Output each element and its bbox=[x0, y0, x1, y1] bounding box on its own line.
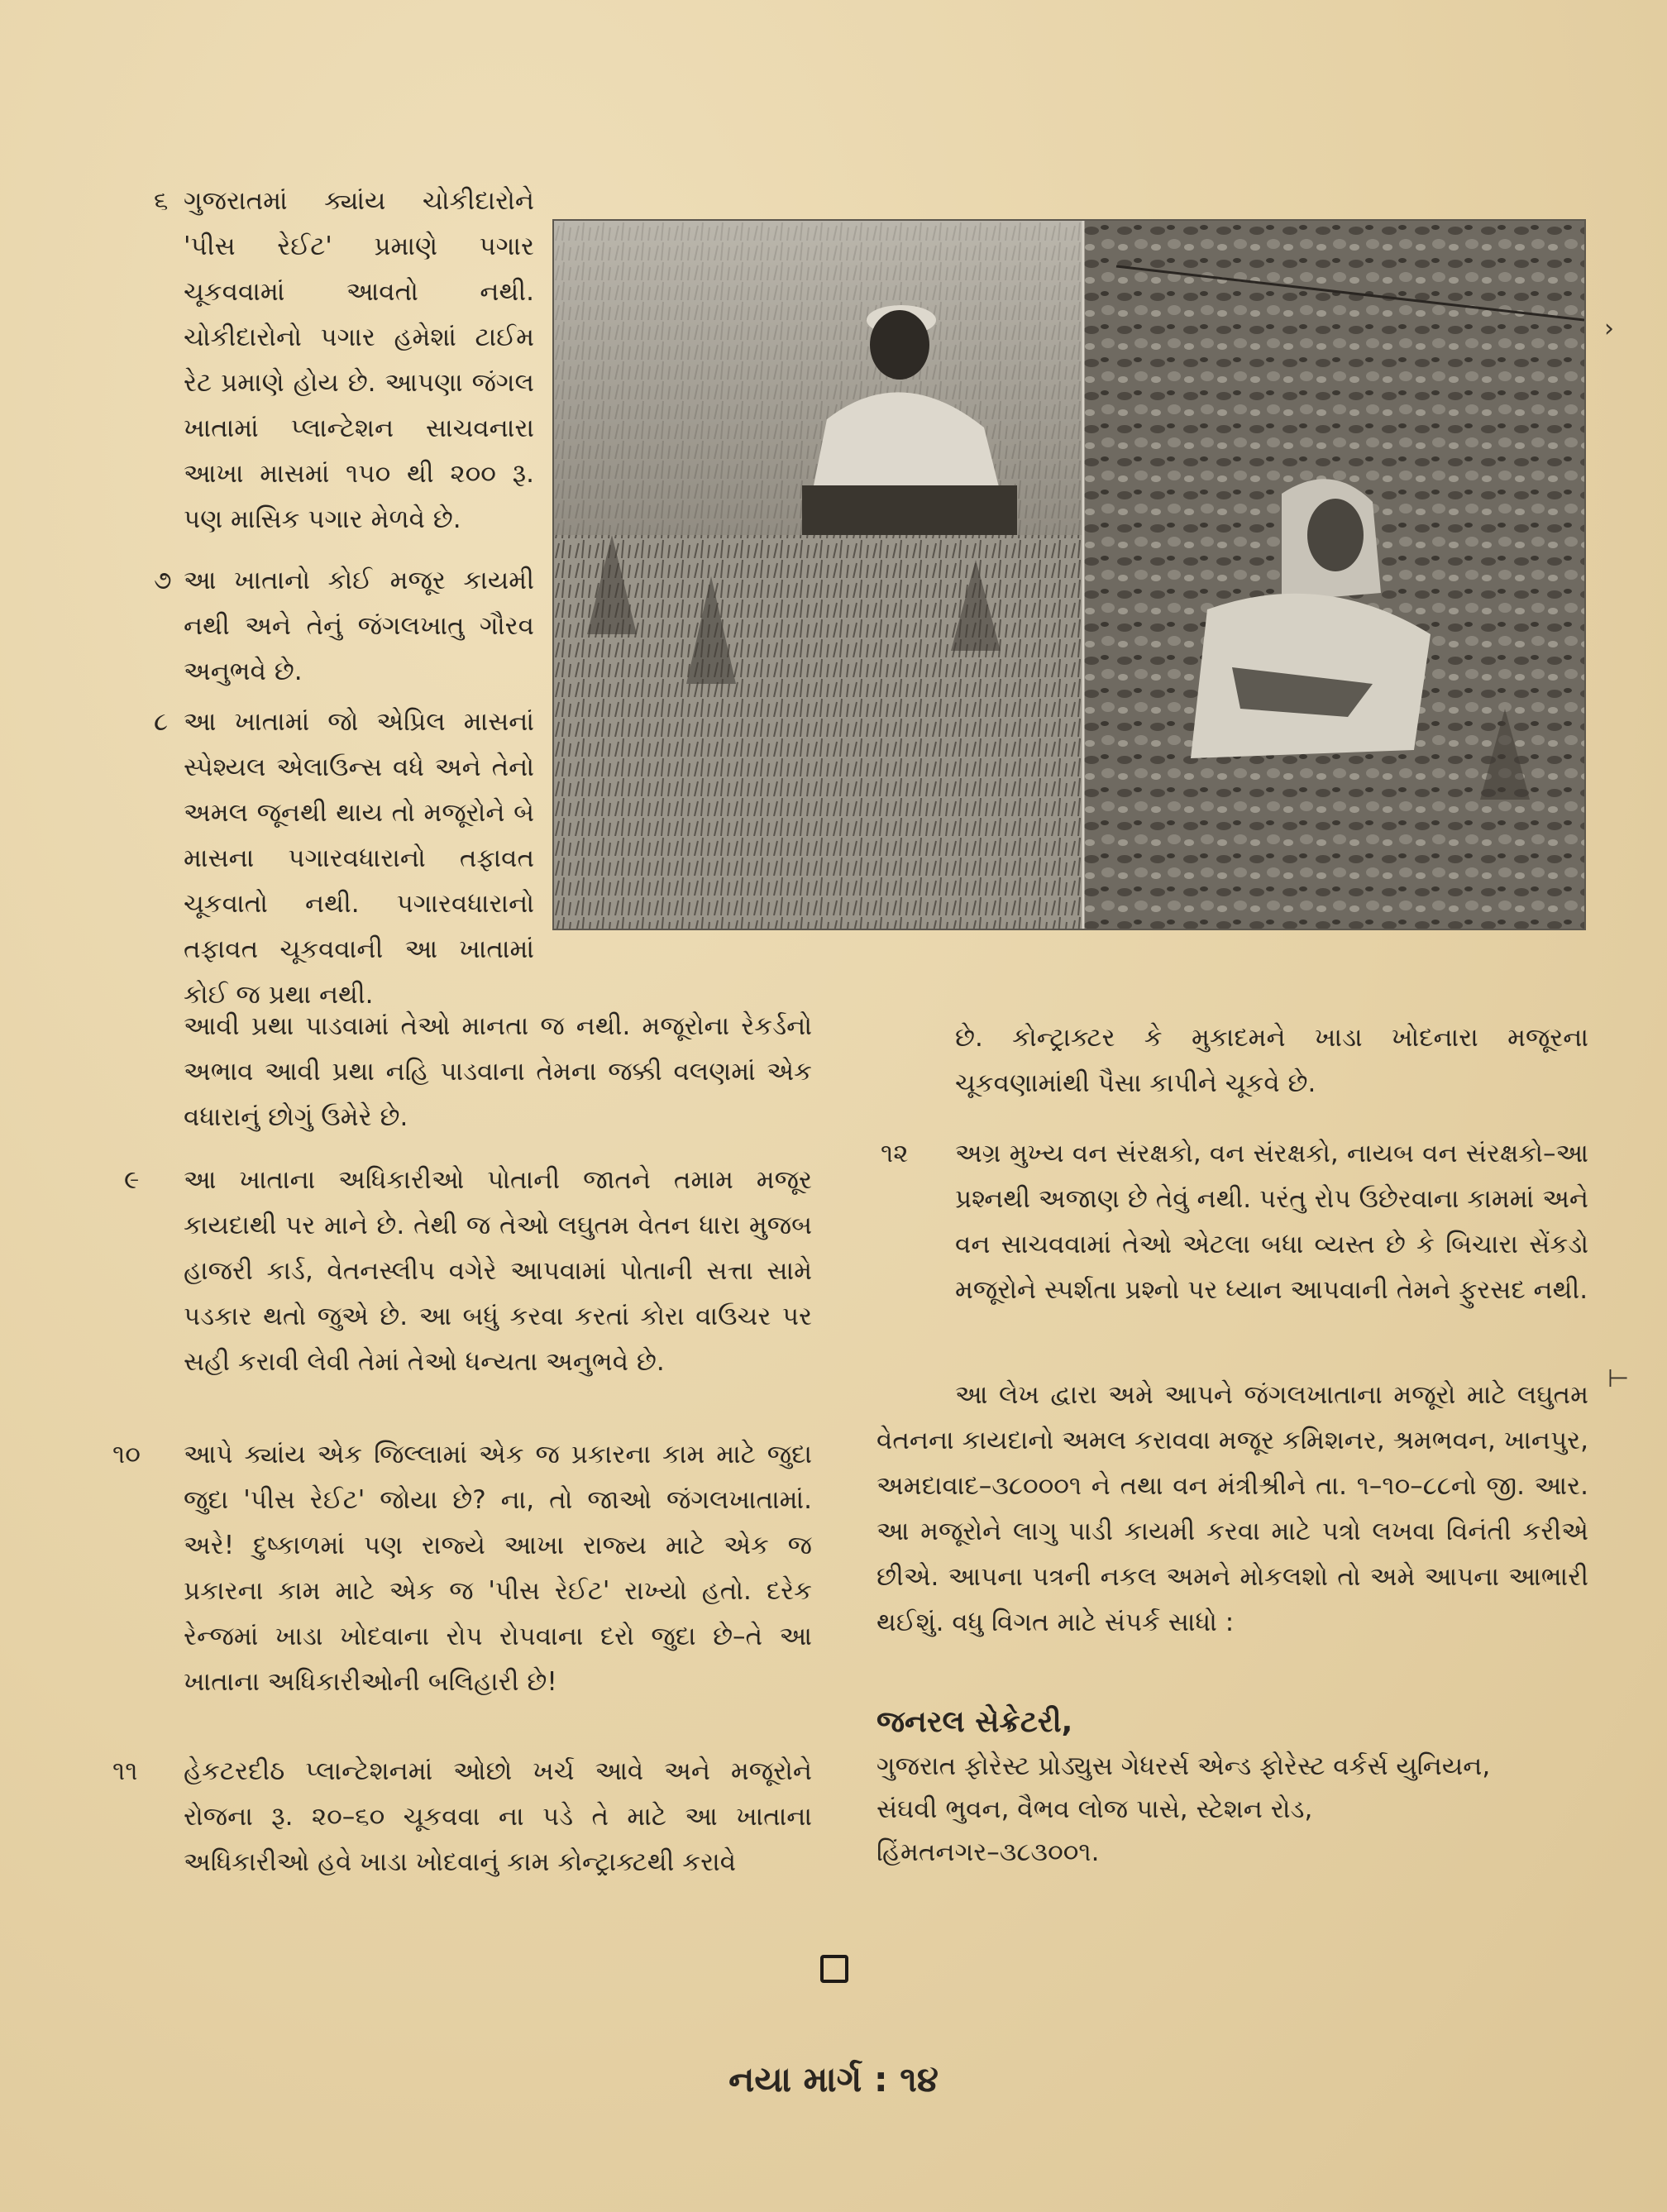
item-paragraph: હેકટરદીઠ પ્લાન્ટેશનમાં ઓછો ખર્ચ આવે અને મજૂરોને રોજના રૂ. ૨૦–૬૦ ચૂકવવા ના પડે તે માટે આ ખાતાના અધિકારીઓ હવે ખાડા ખોદવાનું કામ કોન્ટ્રાક્ટથી કરાવે bbox=[184, 1756, 812, 1877]
item-paragraph: ગુજરાતમાં ક્યાંય ચોકીદારોને 'પીસ રેઈટ' પ્રમાણે પગાર ચૂકવવામાં આવતો નથી. ચોકીદારોનો પગાર હમેશાં ટાઈમ રેટ પ્રમાણે હોય છે. આપણા જંગલ ખાતામાં પ્લાન્ટેશન સાચવનારા આખા માસમાં ૧૫૦ થી ૨૦૦ રૂ. પણ માસિક પગાર મેળવે છે. bbox=[184, 186, 534, 534]
appeal-paragraph: આ લેખ દ્વારા અમે આપને જંગલખાતાના મજૂરો માટે લઘુતમ વેતનના કાયદાનો અમલ કરાવવા મજૂર કમિશનર, શ્રમભવન, ખાનપુર, અમદાવાદ–૩૮૦૦૦૧ ને તથા વન મંત્રીશ્રીને તા. ૧–૧૦–૮૮નો જી. આર. આ મજૂરોને લાગુ પાડી કાયમી કરવા માટે પત્રો લખવા વિનંતી કરીએ છીએ. આપના પત્રની નકલ અમને મોકલશો તો અમે આપના આભારી થઈશું. વધુ વિગત માટે સંપર્ક સાધો : bbox=[876, 1380, 1588, 1637]
item-paragraph: આ ખાતામાં જો એપ્રિલ માસનાં સ્પેશ્યલ એલાઉન્સ વધે અને તેનો અમલ જૂનથી થાય તો મજૂરોને બે માસના પગારવધારાનો તફાવત ચૂકવાતો નથી. પગારવધારાનો તફાવત ચૂકવવાની આ ખાતામાં કોઈ જ પ્રથા નથી. bbox=[184, 707, 534, 1010]
item-number: ૬ bbox=[154, 186, 169, 216]
page-tear-mark: › bbox=[1604, 314, 1614, 343]
item-number: ૭ bbox=[154, 566, 172, 595]
item-paragraph: આ ખાતાના અધિકારીઓ પોતાની જાતને તમામ મજૂર કાયદાથી પર માને છે. તેથી જ તેઓ લઘુતમ વેતન ધારા મુજબ હાજરી કાર્ડ, વેતનસ્લીપ વગેરે આપવામાં પોતાની સત્તા સામે પડકાર થતો જુએ છે. આ બધું કરવા કરતાં કોરા વાઉચર પર સહી કરાવી લેવી તેમાં તેઓ ધન્યતા અનુભવે છે. bbox=[184, 1165, 812, 1377]
item-paragraph: આપે ક્યાંય એક જિલ્લામાં એક જ પ્રકારના કામ માટે જુદા જુદા 'પીસ રેઈટ' જોયા છે? ના, તો જાઓ જંગલખાતામાં. અરે! દુષ્કાળમાં પણ રાજ્યે આખા રાજ્ય માટે એક જ પ્રકારના કામ માટે એક જ 'પીસ રેઈટ' રાખ્યો હતો. દરેક રેન્જમાં ખાડા ખોદવાના રોપ રોપવાના દરો જુદા છે–તે આ ખાતાના અધિકારીઓની બલિહારી છે! bbox=[184, 1440, 812, 1697]
item-number: ૧૨ bbox=[881, 1139, 909, 1168]
page-tear-mark: ⊢ bbox=[1607, 1364, 1630, 1393]
item-number: ૮ bbox=[154, 707, 169, 737]
signature-title: જનરલ સેક્રેટરી, bbox=[876, 1705, 1073, 1739]
end-of-article-box bbox=[820, 1955, 848, 1983]
photo-illustration bbox=[554, 221, 1584, 929]
item-number: ૯ bbox=[124, 1165, 140, 1195]
right-continuation-paragraph: છે. કોન્ટ્રાક્ટર કે મુકાદમને ખાડા ખોદનારા મજૂરના ચૂકવણામાંથી પૈસા કાપીને ચૂકવે છે. bbox=[955, 1023, 1588, 1098]
plantation-workers-photo bbox=[552, 219, 1586, 930]
signature-organization: ગુજરાત ફોરેસ્ટ પ્રોડ્યુસ ગેધરર્સ એન્ડ ફોરેસ્ટ વર્કર્સ યુનિયન, bbox=[876, 1751, 1491, 1781]
item-paragraph: અગ્ર મુખ્ય વન સંરક્ષકો, વન સંરક્ષકો, નાયબ વન સંરક્ષકો–આ પ્રશ્નથી અજાણ છે તેવું નથી. પરંતુ રોપ ઉછેરવાના કામમાં અને વન સાચવવામાં તેઓ એટલા બધા વ્યસ્ત છે કે બિચારા સેંકડો મજૂરોને સ્પર્શતા પ્રશ્નો પર ધ્યાન આપવાની તેમને ફુરસદ નથી. bbox=[955, 1139, 1588, 1305]
signature-address-line: સંઘવી ભુવન, વૈભવ લોજ પાસે, સ્ટેશન રોડ, bbox=[876, 1794, 1313, 1824]
item-number: ૧૦ bbox=[112, 1440, 141, 1469]
page-footer: નયા માર્ગ : ૧૪ bbox=[728, 2059, 939, 2100]
item-number: ૧૧ bbox=[112, 1756, 138, 1786]
item-paragraph: આ ખાતાનો કોઈ મજૂર કાયમી નથી અને તેનું જંગલખાતુ ગૌરવ અનુભવે છે. bbox=[184, 566, 534, 686]
continuation-paragraph: આવી પ્રથા પાડવામાં તેઓ માનતા જ નથી. મજૂરોના રેકર્ડનો અભાવ આવી પ્રથા નહિ પાડવાના તેમના જક્કી વલણમાં એક વધારાનું છોગું ઉમેરે છે. bbox=[184, 1011, 812, 1132]
signature-address-line: હિંમતનગર–૩૮૩૦૦૧. bbox=[876, 1837, 1100, 1867]
